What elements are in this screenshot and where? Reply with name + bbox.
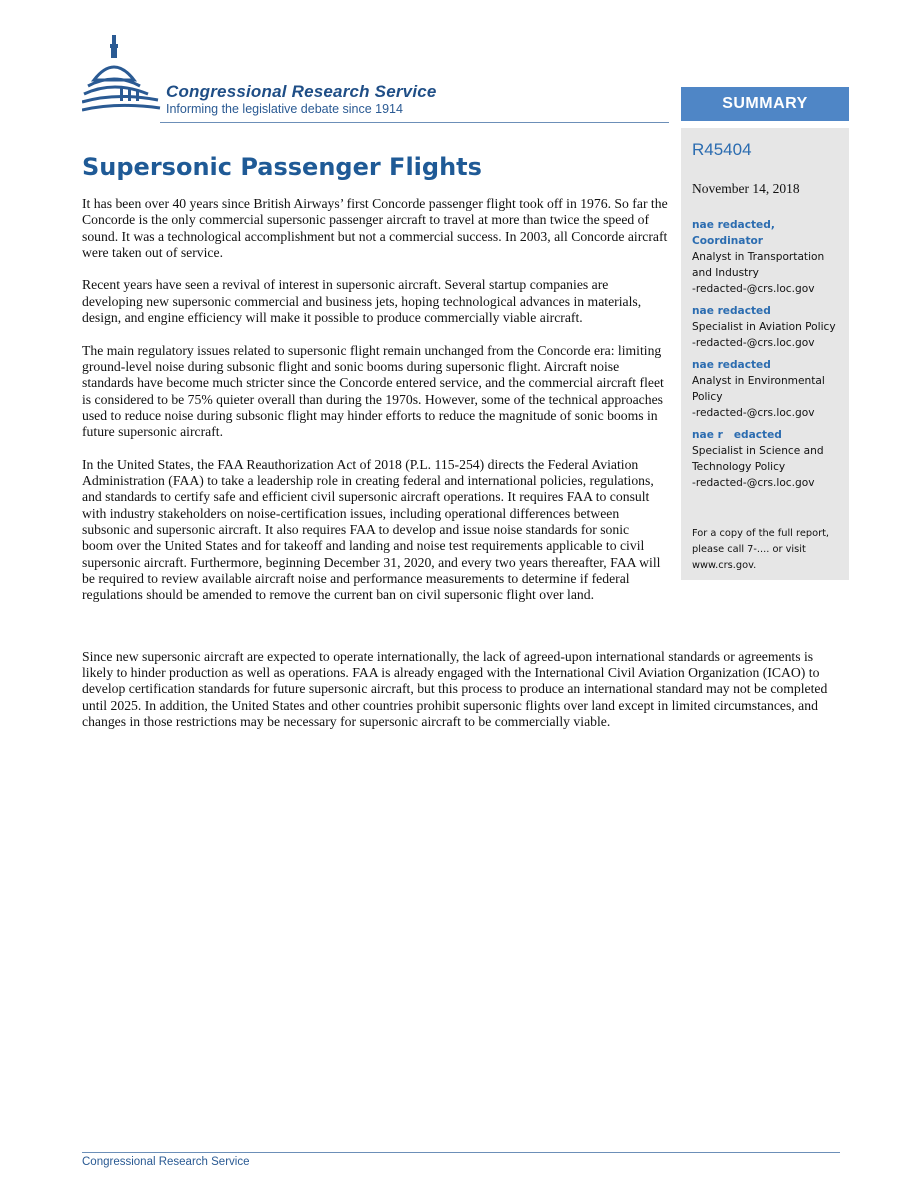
author-title: Analyst in Environmental Policy bbox=[692, 375, 825, 403]
paragraph: It has been over 40 years since British Airways’ first Concorde passenger flight took off in 1976. So far the Concorde is the only commercial supersonic passenger aircraft to travel at more than twice the speed of sound. It was a technological accomplishment but not a commercial success. In 2003, all Concorde aircraft were taken out of service. bbox=[82, 196, 668, 260]
author-name: nae r edacted bbox=[692, 429, 782, 441]
author-title: Specialist in Aviation Policy bbox=[692, 321, 836, 333]
author-email[interactable]: -redacted-@crs.loc.gov bbox=[692, 477, 815, 489]
summary-banner: SUMMARY bbox=[681, 87, 849, 121]
capitol-dome-icon bbox=[82, 34, 166, 124]
paragraph: Since new supersonic aircraft are expected to operate internationally, the lack of agreed-upon international standards or agreements is likely to hinder production as well as operations. FAA is already engaged with the International Civil Aviation Organization (ICAO) to develop certification standards for future supersonic aircraft, but this process to produce an international standard may not be completed until 2025. In addition, the United States and other countries prohibit supersonic flights over land except in limited circumstances, and changes in those restrictions may be necessary for supersonic aircraft to be commercially viable. bbox=[82, 648, 828, 729]
crs-logo bbox=[82, 34, 482, 124]
author-name: nae redacted bbox=[692, 305, 771, 317]
org-tagline: Informing the legislative debate since 1914 bbox=[166, 102, 403, 116]
paragraph: Recent years have seen a revival of interest in supersonic aircraft. Several startup companies are developing new supersonic commercial and business jets, hoping technological advances in materials, design, and engine efficiency will make it possible to produce commercially viable aircraft. bbox=[82, 277, 642, 326]
author-name: nae redacted, bbox=[692, 219, 775, 231]
author-role: Coordinator bbox=[692, 235, 764, 247]
author-email[interactable]: -redacted-@crs.loc.gov bbox=[692, 283, 815, 295]
author-email[interactable]: -redacted-@crs.loc.gov bbox=[692, 407, 815, 419]
footer-divider bbox=[82, 1152, 840, 1153]
page-title: Supersonic Passenger Flights bbox=[82, 153, 482, 181]
copy-note: For a copy of the full report, please call 7-.... or visit www.crs.gov. bbox=[692, 528, 830, 571]
paragraph: In the United States, the FAA Reauthorization Act of 2018 (P.L. 115-254) directs the Federal Aviation Administration (FAA) to take a leadership role in creating federal and international policies, regulations, and standards to certify safe and efficient civil supersonic aircraft operations. It requires FAA to consult with industry stakeholders on noise-certification issues, including operational differences between subsonic and supersonic aircraft. It also requires FAA to develop and issue noise standards for sonic boom over the United States and for takeoff and landing and noise test requirements applicable to civil supersonic aircraft. Furthermore, beginning December 31, 2020, and every two years thereafter, FAA will be required to review available aircraft noise and performance measurements to determine if federal regulations should be amended to remove the current ban on civil supersonic flight over land. bbox=[82, 456, 661, 603]
report-date: November 14, 2018 bbox=[692, 181, 800, 196]
author-title: Specialist in Science and Technology Policy bbox=[692, 445, 824, 473]
author-title: Analyst in Transportation and Industry bbox=[692, 251, 825, 279]
header-divider bbox=[160, 122, 669, 123]
sidebar-spacer bbox=[662, 457, 842, 649]
report-number: R45404 bbox=[692, 140, 752, 159]
author-name: nae redacted bbox=[692, 359, 771, 371]
paragraph: The main regulatory issues related to supersonic flight remain unchanged from the Concorde era: limiting ground-level noise during subsonic flight and sonic booms during supersonic flight. Aircraft noise standards have become much stricter since the Concorde entered service, and the commercial aircraft fleet is considered to be 75% quieter overall than during the 1970s. However, some of the technical approaches used to reduce noise during subsonic flight may hinder efforts to reduce the magnitude of sonic booms in future supersonic aircraft. bbox=[82, 342, 664, 440]
author-email[interactable]: -redacted-@crs.loc.gov bbox=[692, 337, 815, 349]
footer-org-name: Congressional Research Service bbox=[82, 1156, 250, 1168]
org-name: Congressional Research Service bbox=[166, 82, 437, 101]
summary-body bbox=[82, 196, 842, 747]
